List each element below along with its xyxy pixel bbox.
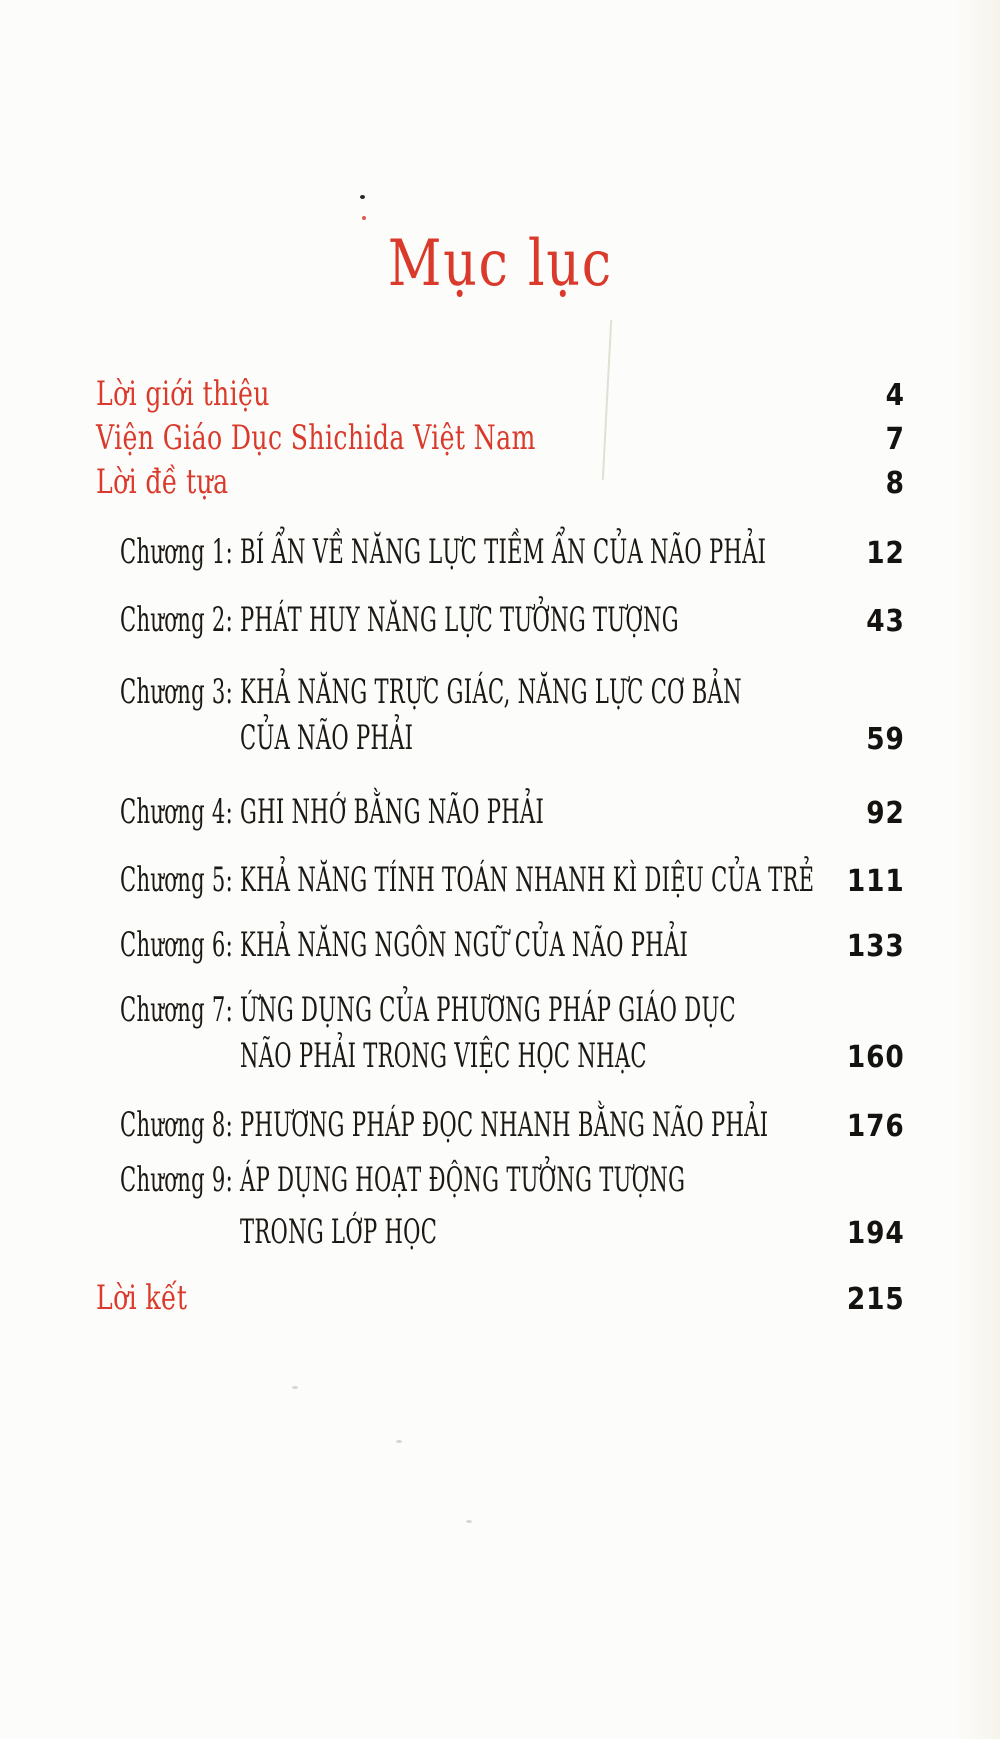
toc-entry-page-number: 194 xyxy=(847,1216,905,1251)
toc-entry-page-number: 215 xyxy=(847,1282,905,1317)
toc-entry-label: Chương 2: PHÁT HUY NĂNG LỰC TƯỞNG TƯỢNG xyxy=(120,600,679,640)
toc-entry-page-number: 160 xyxy=(847,1040,905,1075)
toc-entry-label: Chương 8: PHƯƠNG PHÁP ĐỌC NHANH BẰNG NÃO PHẢI xyxy=(120,1105,769,1145)
toc-entry-label: Lời giới thiệu xyxy=(96,374,270,414)
toc-entry-page-number: 59 xyxy=(866,722,905,757)
toc-entry-label: TRONG LỚP HỌC xyxy=(240,1212,438,1252)
toc-entry-label: Chương 4: GHI NHỚ BẰNG NÃO PHẢI xyxy=(120,792,545,832)
toc-entry-label: Chương 9: ÁP DỤNG HOẠT ĐỘNG TƯỞNG TƯỢNG xyxy=(120,1160,686,1200)
toc-entry-label: Chương 1: BÍ ẨN VỀ NĂNG LỰC TIỀM ẨN CỦA NÃO PHẢI xyxy=(120,532,767,572)
toc-entry-page-number: 43 xyxy=(866,604,905,639)
toc-entry-label: Lời kết xyxy=(96,1278,188,1318)
toc-entry-page-number: 111 xyxy=(847,864,905,899)
toc-entry-label: NÃO PHẢI TRONG VIỆC HỌC NHẠC xyxy=(240,1036,647,1076)
paper-speck xyxy=(362,216,366,220)
toc-entry-label: Lời đề tựa xyxy=(96,462,229,502)
paper-crease xyxy=(602,320,612,480)
paper-speck xyxy=(360,195,365,199)
toc-entry-label: Chương 3: KHẢ NĂNG TRỰC GIÁC, NĂNG LỰC CƠ BẢN xyxy=(120,672,742,712)
toc-entry-label: Chương 5: KHẢ NĂNG TÍNH TOÁN NHANH KÌ DIỆU CỦA TRẺ xyxy=(120,860,815,900)
toc-entry-page-number: 8 xyxy=(885,466,905,501)
paper-speck xyxy=(396,1440,402,1443)
toc-entry-page-number: 12 xyxy=(866,536,905,571)
toc-entry-page-number: 7 xyxy=(885,422,905,457)
page-title: Mục lục xyxy=(387,227,613,301)
toc-entry-page-number: 4 xyxy=(885,378,905,413)
toc-entry-label: Chương 7: ỨNG DỤNG CỦA PHƯƠNG PHÁP GIÁO DỤC xyxy=(120,990,736,1030)
toc-entry-page-number: 133 xyxy=(847,929,905,964)
toc-entry-label: CỦA NÃO PHẢI xyxy=(240,718,414,758)
page-title-row xyxy=(0,226,1000,303)
toc-entry-page-number: 92 xyxy=(866,796,905,831)
toc-entry-label: Viện Giáo Dục Shichida Việt Nam xyxy=(96,418,536,458)
toc-entry-label: Chương 6: KHẢ NĂNG NGÔN NGỮ CỦA NÃO PHẢI xyxy=(120,925,689,965)
toc-entry-page-number: 176 xyxy=(847,1109,905,1144)
paper-speck xyxy=(292,1386,298,1389)
paper-speck xyxy=(466,1520,472,1523)
